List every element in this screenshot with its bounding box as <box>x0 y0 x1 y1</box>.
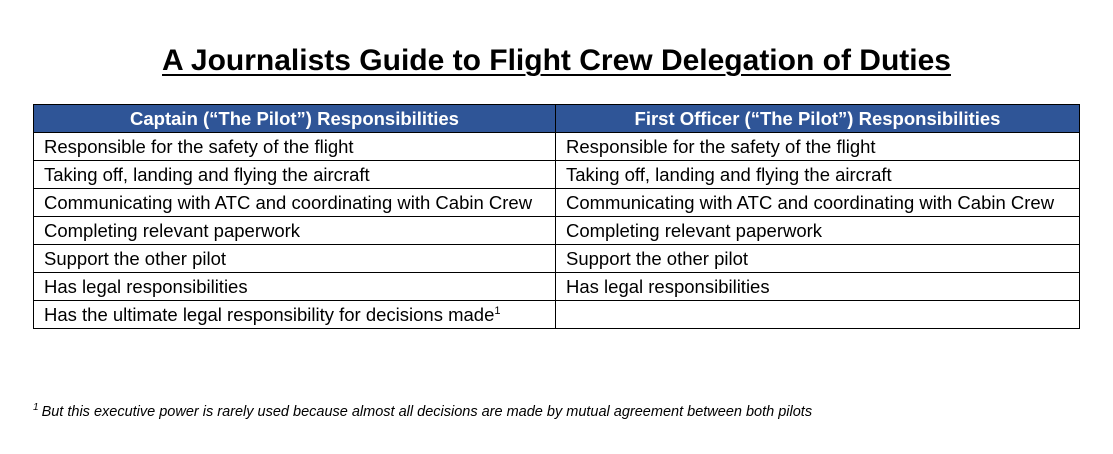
captain-cell: Communicating with ATC and coordinating with Cabin Crew <box>34 189 556 217</box>
captain-cell: Completing relevant paperwork <box>34 217 556 245</box>
cell-text: Has the ultimate legal responsibility for decisions made <box>44 304 495 325</box>
first-officer-cell: Responsible for the safety of the flight <box>556 133 1080 161</box>
first-officer-cell: Taking off, landing and flying the aircraft <box>556 161 1080 189</box>
captain-cell <box>34 301 556 329</box>
first-officer-cell: Has legal responsibilities <box>556 273 1080 301</box>
captain-cell: Has legal responsibilities <box>34 273 556 301</box>
first-officer-cell <box>556 301 1080 329</box>
table-row <box>34 133 1080 161</box>
table-row <box>34 301 1080 329</box>
captain-cell: Support the other pilot <box>34 245 556 273</box>
first-officer-cell: Completing relevant paperwork <box>556 217 1080 245</box>
table-row <box>34 161 1080 189</box>
page-title: A Journalists Guide to Flight Crew Delegation of Duties <box>162 44 951 77</box>
first-officer-cell: Support the other pilot <box>556 245 1080 273</box>
table-row <box>34 217 1080 245</box>
footnote <box>33 404 812 420</box>
duties-table <box>33 104 1080 329</box>
table-row <box>34 245 1080 273</box>
captain-cell: Responsible for the safety of the flight <box>34 133 556 161</box>
captain-cell: Taking off, landing and flying the aircraft <box>34 161 556 189</box>
first-officer-cell: Communicating with ATC and coordinating with Cabin Crew <box>556 189 1080 217</box>
footnote-marker: 1 <box>33 402 39 413</box>
header-captain: Captain (“The Pilot”) Responsibilities <box>34 105 556 133</box>
footnote-text: But this executive power is rarely used because almost all decisions are made by mutual agreement between both pilots <box>41 404 813 420</box>
table-header-row <box>34 105 1080 133</box>
table-row <box>34 273 1080 301</box>
table-row <box>34 189 1080 217</box>
header-first-officer: First Officer (“The Pilot”) Responsibilities <box>556 105 1080 133</box>
footnote-reference: 1 <box>494 305 501 317</box>
